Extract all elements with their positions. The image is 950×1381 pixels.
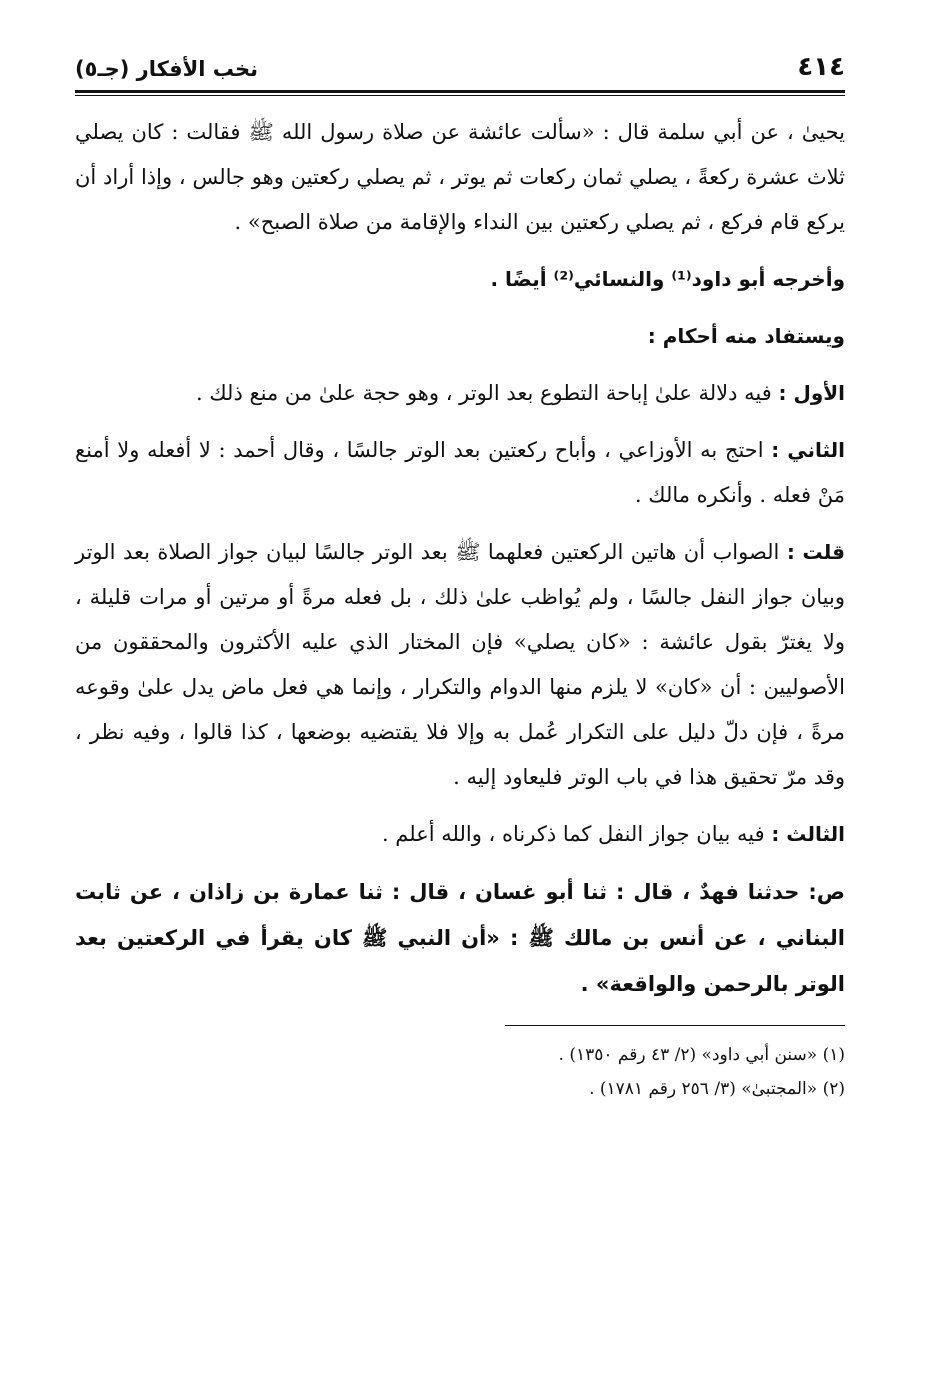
ruling-third-paragraph [75,812,845,857]
takhrij-paragraph: وأخرجه أبو داود⁽¹⁾ والنسائي⁽²⁾ أيضًا . [490,267,845,291]
footnote-separator [505,1025,845,1026]
ruling-second-text: احتج به الأوزاعي ، وأباح ركعتين بعد الوتر جالسًا ، وقال أحمد : لا أفعله ولا أمنع مَنْ فعله . وأنكره مالك . [75,438,845,507]
running-header [75,38,845,80]
ruling-first-text: فيه دلالة علىٰ إباحة التطوع بعد الوتر ، وهو حجة علىٰ من منع ذلك . [196,381,772,405]
ruling-first-label: الأول : [778,381,845,405]
author-comment-paragraph [75,530,845,800]
book-title: نخب الأفكار (جـ٥) [75,57,258,81]
header-rule-thin [75,95,845,96]
header-rule [75,90,845,93]
ruling-second-label: الثاني : [771,438,845,462]
ruling-second-paragraph [75,428,845,518]
book-page [75,38,845,1106]
page-number: ٤١٤ [797,52,845,82]
footnote-1: (١) «سنن أبي داود» (٢/ ٤٣ رقم ١٣٥٠) . [558,1045,845,1065]
footnotes [75,1038,845,1106]
ruling-third-text: فيه بيان جواز النفل كما ذكرناه ، والله أعلم . [381,822,765,846]
ruling-first-paragraph [75,371,845,416]
author-comment-text: الصواب أن هاتين الركعتين فعلهما ﷺ بعد الوتر جالسًا لبيان جواز الصلاة بعد الوتر وبيان جواز النفل جالسًا ، ولم يُواظب علىٰ ذلك ، بل فعله مرةً أو مرتين أو مرات قليلة ، ولا يغترّ بقول عائشة : «كان يصلي» فإن المختار الذي عليه الأكثرون والمحققون من الأصوليين : أن «كان» لا يلزم منها الدوام والتكرار ، وإنما هي فعل ماض يدل علىٰ وقوعه مرةً ، فإن دلّ دليل على التكرار عُمل به وإلا فلا يقتضيه بوضعها ، كذا قالوا ، وفيه نظر ، وقد مرّ تحقيق هذا في باب الوتر فليعاود إليه . [75,540,845,789]
author-comment-label: قلت : [786,540,845,564]
ruling-third-label: الثالث : [771,822,845,846]
hadith-text-paragraph: يحيىٰ ، عن أبي سلمة قال : «سألت عائشة عن صلاة رسول الله ﷺ فقالت : كان يصلي ثلاث عشرة ركعةً ، يصلي ثمان ركعات ثم يوتر ، ثم يصلي ركعتين وهو جالس ، وإذا أراد أن يركع قام فركع ، ثم يصلي ركعتين بين النداء والإقامة من صلاة الصبح» . [75,120,845,234]
rulings-heading: ويستفاد منه أحكام : [647,324,845,348]
matn-paragraph: ص: حدثنا فهدٌ ، قال : ثنا أبو غسان ، قال : ثنا عمارة بن زاذان ، عن ثابت البناني ، عن أنس بن مالك ﷺ : «أن النبي ﷺ كان يقرأ في الركعتين بعد الوتر بالرحمن والواقعة» . [75,880,845,996]
footnote-2: (٢) «المجتبىٰ» (٣/ ٢٥٦ رقم ١٧٨١) . [589,1079,845,1099]
body-text [75,110,845,1007]
